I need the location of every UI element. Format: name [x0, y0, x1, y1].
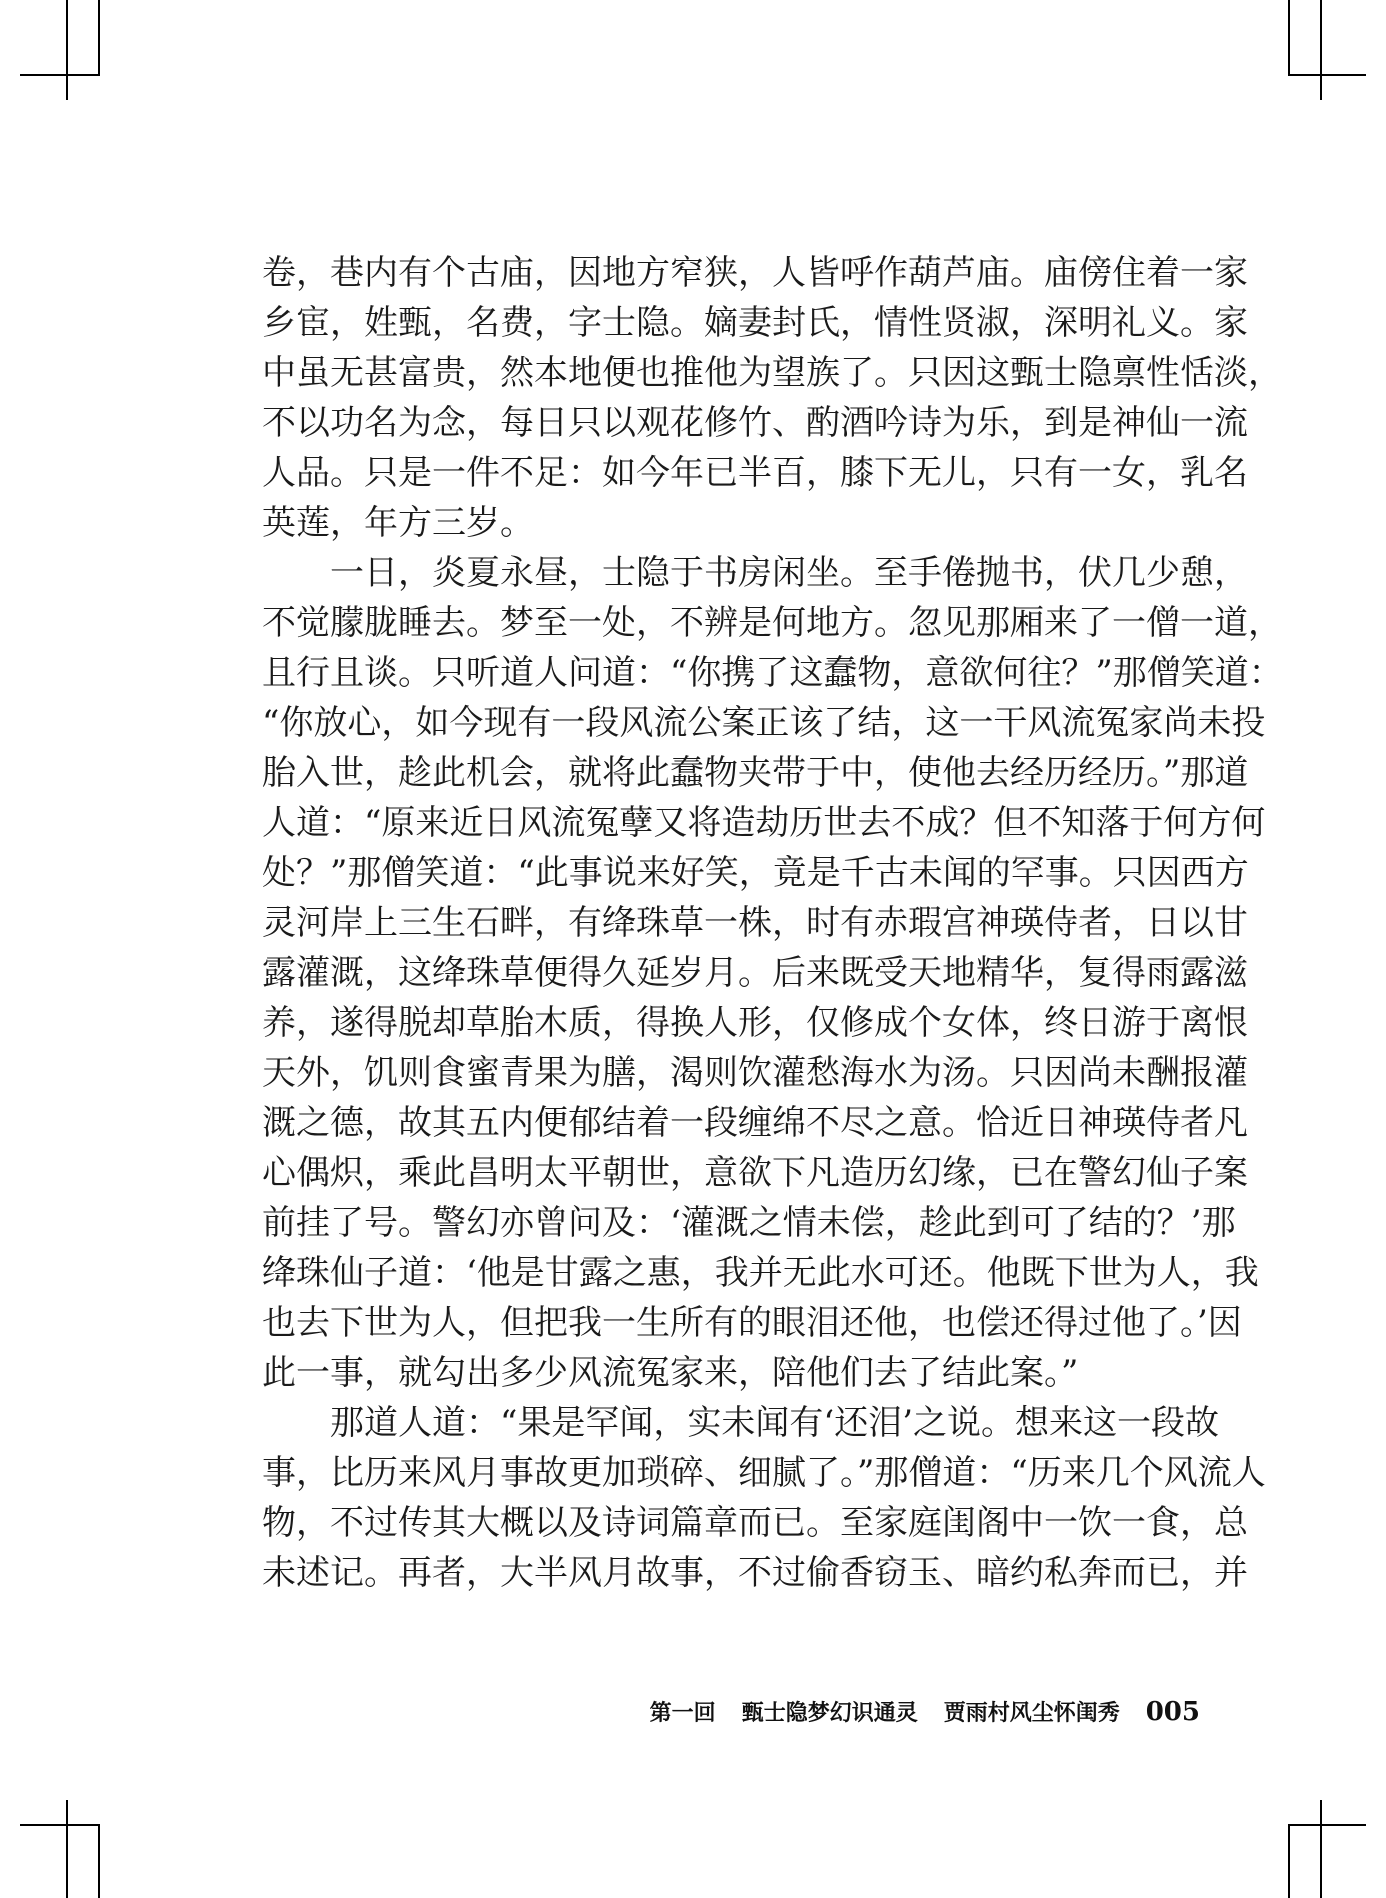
- crop-mark-bottom-right-v: [1288, 1824, 1290, 1898]
- page-footer: [650, 1692, 1200, 1734]
- text-line: 物，不过传其大概以及诗词篇章而已。至家庭闺阁中一饮一食，总: [262, 1503, 1248, 1543]
- text-line: 不觉朦胧睡去。梦至一处，不辨是何地方。忽见那厢来了一僧一道，: [262, 603, 1282, 643]
- crop-mark-bottom-left-h: [20, 1824, 100, 1826]
- text-line: 乡宦，姓甄，名费，字士隐。嫡妻封氏，情性贤淑，深明礼义。家: [262, 303, 1248, 343]
- crop-mark-bottom-right-h: [1288, 1824, 1366, 1826]
- footer-chapter: 第一回: [649, 1701, 716, 1726]
- text-line: 人品。只是一件不足：如今年已半百，膝下无儿，只有一女，乳名: [262, 453, 1248, 493]
- crop-mark-top-left-v2: [98, 0, 100, 76]
- text-line: 且行且谈。只听道人问道：“你携了这蠢物，意欲何往？”那僧笑道：: [262, 653, 1283, 693]
- text-line: “你放心，如今现有一段风流公案正该了结，这一干风流冤家尚未投: [262, 703, 1266, 743]
- text-line: 养，遂得脱却草胎木质，得换人形，仅修成个女体，终日游于离恨: [262, 1003, 1248, 1043]
- text-line: 一日，炎夏永昼，士隐于书房闲坐。至手倦抛书，伏几少憩，: [262, 553, 1248, 593]
- crop-mark-top-right-v: [1288, 0, 1290, 76]
- text-line: 此一事，就勾出多少风流冤家来，陪他们去了结此案。”: [262, 1353, 1079, 1393]
- text-line: 也去下世为人，但把我一生所有的眼泪还他，也偿还得过他了。’因: [262, 1303, 1242, 1343]
- text-line: 事，比历来风月事故更加琐碎、细腻了。”那僧道：“历来几个风流人: [262, 1453, 1266, 1493]
- crop-mark-top-left-v: [66, 0, 68, 100]
- text-line: 卷，巷内有个古庙，因地方窄狭，人皆呼作葫芦庙。庙傍住着一家: [262, 253, 1248, 293]
- text-line: 绛珠仙子道：‘他是甘露之惠，我并无此水可还。他既下世为人，我: [262, 1253, 1259, 1293]
- text-line: 灵河岸上三生石畔，有绛珠草一株，时有赤瑕宫神瑛侍者，日以甘: [262, 903, 1248, 943]
- text-line: 溉之德，故其五内便郁结着一段缠绵不尽之意。恰近日神瑛侍者凡: [262, 1103, 1248, 1143]
- crop-mark-bottom-left-v2: [98, 1824, 100, 1898]
- text-line: 露灌溉，这绛珠草便得久延岁月。后来既受天地精华，复得雨露滋: [262, 953, 1248, 993]
- page-number: 005: [1145, 1697, 1200, 1727]
- text-line: 处？”那僧笑道：“此事说来好笑，竟是千古未闻的罕事。只因西方: [262, 853, 1249, 893]
- body-text: [262, 248, 1283, 1598]
- text-line: 心偶炽，乘此昌明太平朝世，意欲下凡造历幻缘，已在警幻仙子案: [262, 1153, 1248, 1193]
- crop-mark-top-right-h: [1288, 74, 1366, 76]
- text-line: 那道人道：“果是罕闻，实未闻有‘还泪’之说。想来这一段故: [262, 1403, 1219, 1443]
- text-line: 前挂了号。警幻亦曾问及：‘灌溉之情未偿，趁此到可了结的？’那: [262, 1203, 1236, 1243]
- text-line: 未述记。再者，大半风月故事，不过偷香窃玉、暗约私奔而已，并: [262, 1553, 1248, 1593]
- footer-title-b: 贾雨村风尘怀闺秀: [943, 1701, 1120, 1726]
- text-line: 英莲，年方三岁。: [262, 503, 534, 543]
- text-line: 不以功名为念，每日只以观花修竹、酌酒吟诗为乐，到是神仙一流: [262, 403, 1248, 443]
- text-line: 人道：“原来近日风流冤孽又将造劫历世去不成？但不知落于何方何: [262, 803, 1266, 843]
- crop-mark-bottom-left-v: [66, 1800, 68, 1898]
- crop-mark-bottom-right-v2: [1320, 1800, 1322, 1898]
- text-line: 天外，饥则食蜜青果为膳，渴则饮灌愁海水为汤。只因尚未酬报灌: [262, 1053, 1248, 1093]
- crop-mark-top-left-h: [20, 74, 100, 76]
- text-line: 中虽无甚富贵，然本地便也推他为望族了。只因这甄士隐禀性恬淡，: [262, 353, 1282, 393]
- footer-title-a: 甄士隐梦幻识通灵: [741, 1701, 918, 1726]
- text-line: 胎入世，趁此机会，就将此蠢物夹带于中，使他去经历经历。”那道: [262, 753, 1249, 793]
- crop-mark-top-right-v2: [1320, 0, 1322, 100]
